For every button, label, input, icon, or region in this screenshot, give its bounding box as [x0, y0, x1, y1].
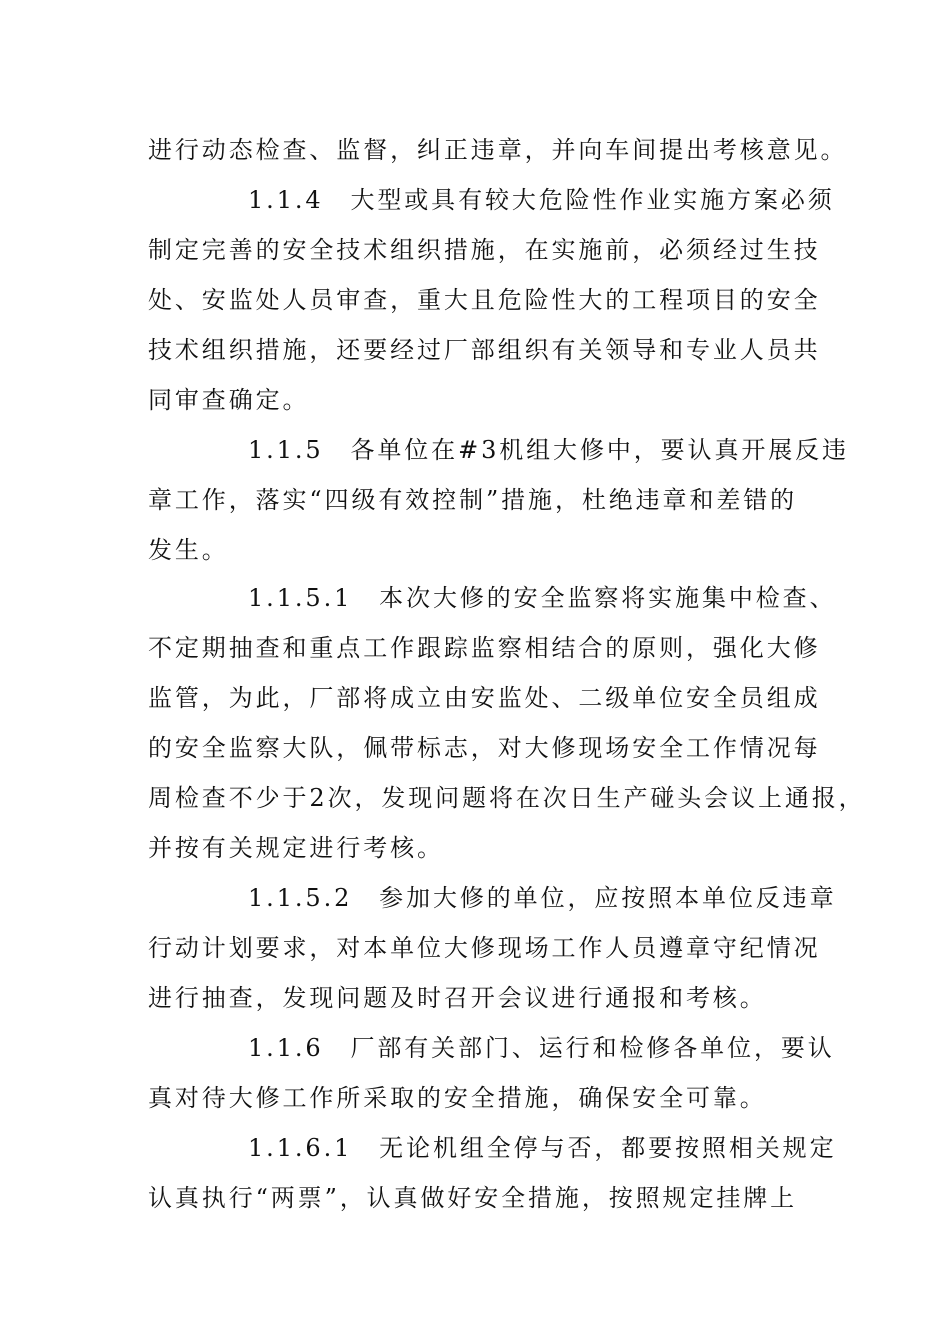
text-line: 并按有关规定进行考核。 [148, 834, 444, 862]
text-line: 周检查不少于2次，发现问题将在次日生产碰头会议上通报， [148, 784, 866, 812]
text-line: 的安全监察大队，佩带标志，对大修现场安全工作情况每 [148, 734, 821, 762]
text-line: 制定完善的安全技术组织措施，在实施前，必须经过生技 [148, 236, 821, 264]
text-line: 监管，为此，厂部将成立由安监处、二级单位安全员组成 [148, 684, 821, 712]
text-line: 章工作，落实“四级有效控制”措施，杜绝违章和差错的 [148, 486, 798, 514]
section-heading-1-1-5: 1.1.5 各单位在#3机组大修中，要认真开展反违 [248, 436, 849, 464]
text-line: 处、安监处人员审查，重大且危险性大的工程项目的安全 [148, 286, 821, 314]
section-heading-1-1-6-1: 1.1.6.1 无论机组全停与否，都要按照相关规定 [248, 1134, 837, 1162]
section-heading-1-1-6: 1.1.6 厂部有关部门、运行和检修各单位，要认 [248, 1034, 835, 1062]
text-line: 发生。 [148, 536, 229, 564]
text-line: 真对待大修工作所采取的安全措施，确保安全可靠。 [148, 1084, 767, 1112]
section-heading-1-1-5-1: 1.1.5.1 本次大修的安全监察将实施集中检查、 [248, 584, 837, 612]
text-line: 同审查确定。 [148, 386, 310, 414]
section-heading-1-1-5-2: 1.1.5.2 参加大修的单位，应按照本单位反违章 [248, 884, 837, 912]
text-line: 认真执行“两票”，认真做好安全措施，按照规定挂牌上 [148, 1184, 798, 1212]
text-line: 进行抽查，发现问题及时召开会议进行通报和考核。 [148, 984, 767, 1012]
text-line: 技术组织措施，还要经过厂部组织有关领导和专业人员共 [148, 336, 821, 364]
text-line: 进行动态检查、监督，纠正违章，并向车间提出考核意见。 [148, 136, 848, 164]
text-line: 不定期抽查和重点工作跟踪监察相结合的原则，强化大修 [148, 634, 821, 662]
text-line: 行动计划要求，对本单位大修现场工作人员遵章守纪情况 [148, 934, 821, 962]
section-heading-1-1-4: 1.1.4 大型或具有较大危险性作业实施方案必须 [248, 186, 835, 214]
